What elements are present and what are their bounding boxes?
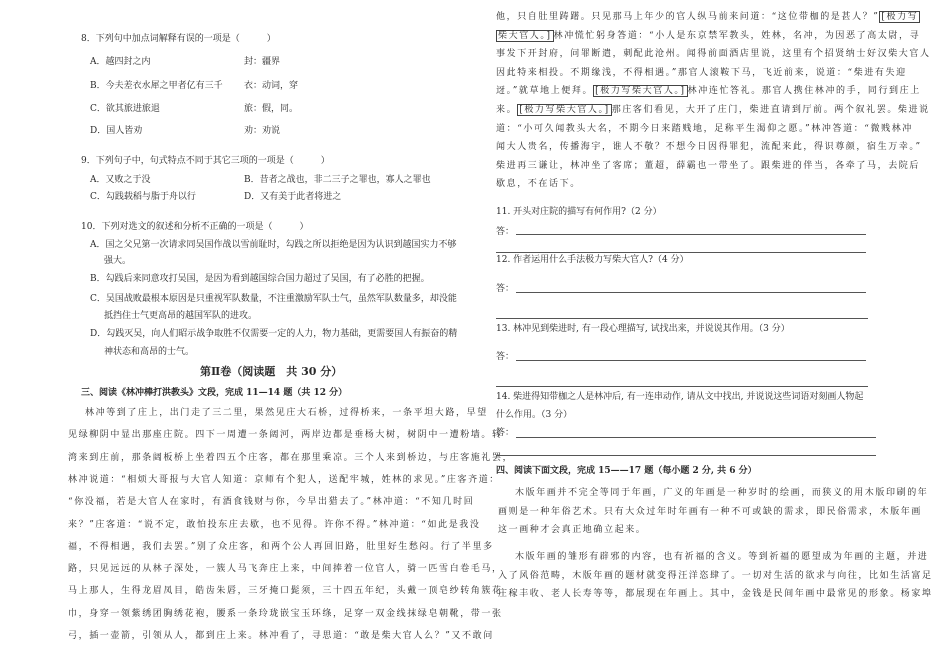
q13-stem: 13. 林冲见到柴进时, 有一段心理描写, 试找出来，并说说其作用。（3 分）	[496, 324, 790, 334]
annotation-box: [极力写	[881, 12, 919, 22]
passage-text: 迓。”就草地上便拜。	[496, 86, 594, 97]
passage-line: 路，只见远远的从林子深处，一簇人马飞奔庄上来，中间捧着一位官人，骑一匹雪白卷毛马，	[68, 564, 503, 575]
passage-line: 林冲说道：“相烦大哥报与大官人知道：京师有个犯人，送配牢城，姓林的求见。”庄客齐道：	[68, 474, 500, 485]
passage-text: 来。	[496, 105, 518, 115]
q10-option-c: C．吴国战败最根本原因是只重视军队数量，不注重激励军队士气，虽然军队数量多，却没能	[90, 294, 457, 304]
q9-option-a: A．又败之于没	[90, 175, 151, 185]
passage-line: 木版年画的雏形有辟邪的内容，也有祈福的含义。等到祈福的愿望成为年画的主题，并进	[515, 552, 929, 562]
passage-line: 见绿柳阴中显出那座庄院。四下一周遭一条阔河，两岸边都是垂杨大树，树阴中一遭粉墙。转	[68, 430, 503, 441]
q14-answer-label: 答：	[496, 428, 515, 438]
part2-title: 第Ⅱ卷（阅读题 共 30 分）	[200, 365, 343, 378]
q9-stem: 9．下列句子中，句式特点不同于其它三项的一项是（ ）	[81, 156, 330, 166]
passage-line: 这一画种才会真正地确立起来。	[498, 525, 647, 535]
q10-option-d-cont: 神状态和高昂的士气。	[104, 347, 195, 357]
q14-stem-line1: 14. 柴进得知带枷之人是林冲后, 有一连串动作, 请从文中找出, 并说说这些词语对刻画人物起	[496, 392, 864, 402]
q13-answer-line[interactable]	[516, 360, 866, 361]
passage-line	[496, 47, 931, 62]
q10-option-a-cont: 强大。	[104, 256, 132, 266]
passage-line: 庄稼丰收、老人长寿等等，都展现在年画上。其中，金钱是民间年画中最常见的形象。杨家埠	[498, 589, 933, 599]
passage-line: 林冲等到了庄上，出门走了三二里，果然见庄大石桥，过得桥来，一条平坦大路，早望	[85, 408, 488, 418]
passage-line: 画则是一种年俗艺术。只有大众过年时年画有一种不可或缺的需求，即民俗需求，木版年画	[498, 506, 923, 517]
q8-option-b-gloss: 衣：动词，穿	[244, 81, 299, 91]
q11-answer-label: 答：	[496, 227, 515, 237]
q8-option-a: A．越四封之内	[90, 57, 151, 67]
sec4-heading: 四、阅读下面文段，完成 15——17 题（每小题 2 分, 共 6 分）	[496, 466, 757, 476]
q12-answer-label: 答：	[496, 284, 515, 294]
q10-option-d: D．勾践灭吴，向人们昭示战争取胜不仅需要一定的人力，物力基础，更需要国人有振奋的精	[90, 329, 458, 339]
q9-option-b: B．昔者之战也，非二三子之罪也，寡人之罪也	[244, 175, 431, 185]
q11-answer-line[interactable]	[516, 234, 866, 235]
sec3-heading: 三、阅读《林冲棒打洪教头》文段，完成 11—14 题（共 12 分）	[81, 388, 348, 398]
q10-stem: 10．下列对选文的叙述和分析不正确的一项是（ ）	[81, 222, 309, 232]
q10-option-c-cont: 抵挡住士气更高昂的越国军队的进攻。	[104, 311, 258, 321]
q12-answer-line-2[interactable]	[496, 318, 868, 319]
q14-answer-line-2[interactable]	[496, 455, 876, 456]
q12-stem: 12. 作者运用什么手法极力写柴大官人?（4 分）	[496, 255, 689, 265]
q8-stem: 8．下列句中加点词解释有误的一项是（ ）	[81, 34, 276, 44]
q8-option-b: B．今夫差衣水犀之甲者亿有三千	[90, 81, 223, 91]
q9-option-d: D．又有美于此者将进之	[244, 192, 342, 202]
passage-text: 闻大人贵名，传播海宇，谁人不敬？不想今日因得罪犯，流配来此，得识尊颜，宿生万幸。”	[496, 142, 922, 153]
q10-option-a: A．国之父兄第一次请求同吴国作战以雪前耻时，勾践之所以拒绝是因为认识到越国实力不够	[90, 240, 457, 250]
passage-line: 马上那人，生得龙眉凤目，皓齿朱唇，三牙掩口髭须，三十四五年纪，头戴一顶皂纱转角簇花	[68, 586, 503, 597]
passage-text: 他，只自肚里踌躇。只见那马上年少的官人纵马前来问道：“这位带枷的是甚人？”	[496, 12, 880, 22]
passage-line	[496, 103, 930, 118]
passage-line: 木版年画并不完全等同于年画，广义的年画是一种岁时的绘画，而狭义的用木版印刷的年	[515, 488, 929, 498]
passage-line	[496, 84, 921, 99]
passage-text: 道：“小可久闻教头大名，不期今日来踏贱地，足称平生渴仰之愿。”林冲答道：“微贱林冲	[496, 123, 913, 134]
passage-line	[496, 159, 920, 174]
passage-text: 歇息，不在话下。	[496, 179, 581, 190]
passage-line: “你没福，若是大官人在家时，有酒食钱财与你，今早出猎去了。”林冲道：“不知几时回	[68, 497, 475, 508]
annotation-box: 柴大官人。]	[498, 30, 552, 41]
passage-text: 柴进再三谦让，林冲坐了客席；董超，薛霸也一带坐了。跟柴进的伴当，各牵了马，去院后	[496, 160, 921, 171]
annotation-box: [极力写柴大官人。]	[595, 86, 686, 97]
passage-line	[496, 66, 907, 81]
passage-line: 弓，插一壶箭，引领从人，都到庄上来。林冲看了，寻思道：“敢是柴大官人么？”又不敢问	[68, 631, 494, 641]
passage-line: 巾，身穿一领紫绣团胸绣花袍，腰系一条玲珑嵌宝玉环绦，足穿一双金线抹绿皂朝靴，带一张	[68, 608, 503, 619]
passage-text: 林冲慌忙躬身答道：“小人是东京禁军教头，姓林，名冲，为因恶了高太尉，寻	[553, 30, 921, 41]
q11-stem: 11. 开头对庄院的描写有何作用?（2 分）	[496, 207, 662, 217]
passage-text: 林冲连忙答礼。那官人携住林冲的手，同行到庄上	[687, 86, 921, 97]
passage-line: 福，不得相遇，我们去罢。”别了众庄客，和两个公人再回旧路，肚里好生愁闷。行了半里多	[68, 541, 494, 552]
passage-line	[496, 140, 922, 155]
q8-option-c-gloss: 旅：假，同。	[244, 104, 299, 114]
q14-answer-line[interactable]	[516, 437, 876, 438]
q10-option-b: B．勾践后来同意攻打吴国，是因为看到越国综合国力超过了吴国，有了必胜的把握。	[90, 274, 430, 284]
passage-line	[496, 122, 913, 137]
passage-line	[496, 10, 920, 25]
passage-text: 事发下开封府，问罪断遣，刺配此沧州。闻得前面酒店里说，这里有个招贤纳士好汉柴大官人	[496, 49, 931, 60]
q8-option-c: C．欲其旅进旅退	[90, 104, 160, 114]
passage-line: 来？”庄客道：“说不定，敢怕投东庄去歇，也不见得。许你不得。”林冲道：“如此是我没	[68, 519, 481, 530]
passage-text: 那庄客们看见，大开了庄门，柴进直请到厅前。两个叙礼罢。柴进说	[611, 105, 930, 115]
q8-option-d: D．国人皆劝	[90, 126, 143, 136]
q12-answer-line[interactable]	[516, 292, 866, 293]
passage-line	[496, 29, 920, 44]
q13-answer-line-2[interactable]	[496, 386, 868, 387]
passage-text: 因此特来相投。不期缘浅，不得相遇。”那官人滚鞍下马，飞近前来，说道：“柴进有失迎	[496, 67, 907, 78]
passage-line	[496, 177, 581, 192]
q13-answer-label: 答：	[496, 352, 515, 362]
q8-option-d-gloss: 劝：劝说	[244, 126, 281, 136]
q9-option-c: C．勾践载稻与脂于舟以行	[90, 192, 196, 202]
q8-option-a-gloss: 封：疆界	[244, 57, 281, 67]
annotation-box: [极力写柴大官人。]	[519, 105, 610, 115]
passage-line: 入了风俗范畴，木版年画的题材就变得汪洋恣肆了。一切对生活的欲求与向往，比如生活富足	[498, 570, 933, 581]
passage-line: 湾来到庄前，那条阔板桥上坐着四五个庄客，都在那里乘凉。三个人来到桥边，与庄客施礼罢，	[68, 452, 514, 463]
q14-stem-line2: 什么作用。（3 分）	[496, 410, 573, 420]
